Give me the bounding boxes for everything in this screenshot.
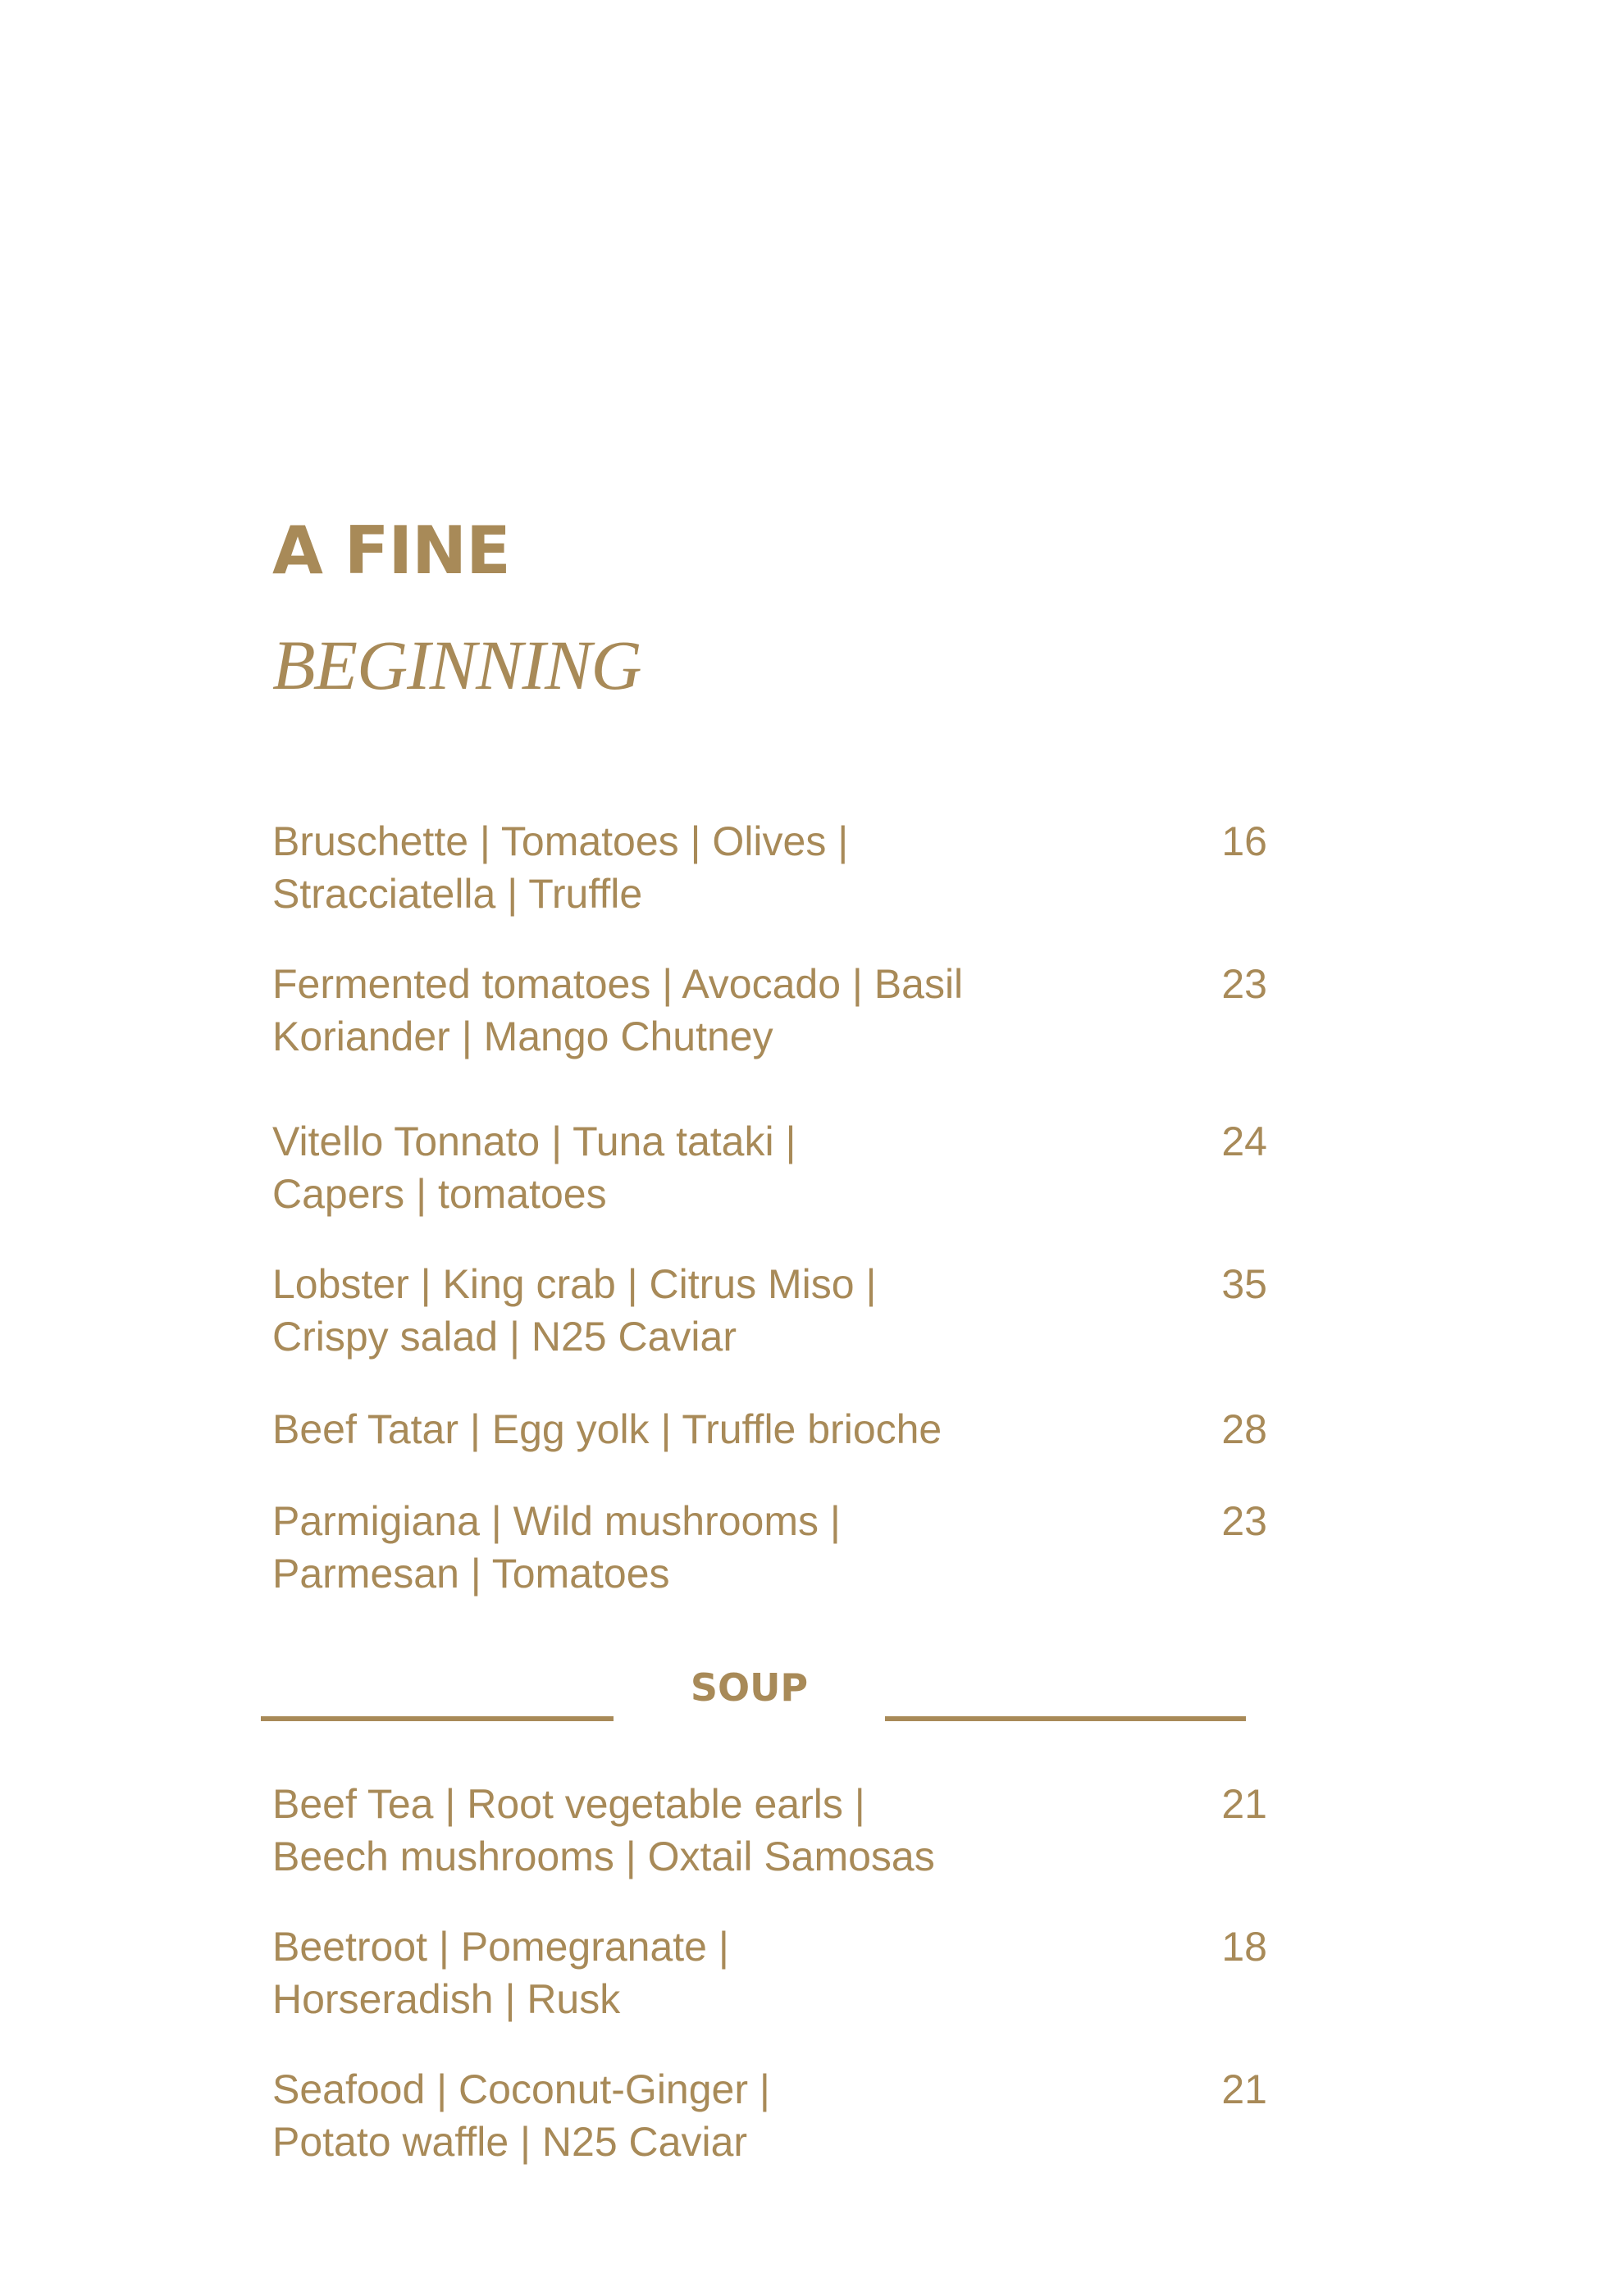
menu-item — [272, 1258, 1267, 1363]
section-divider-left — [261, 1716, 614, 1721]
menu-item-line: Beef Tatar | Egg yolk | Truffle brioche — [272, 1406, 942, 1452]
menu-item-price: 16 — [1221, 818, 1267, 864]
menu-item — [272, 1495, 1267, 1600]
menu-item-line: Stracciatella | Truffle — [272, 871, 643, 917]
menu-item-line: Potato waffle | N25 Caviar — [272, 2119, 748, 2165]
menu-item-price: 35 — [1221, 1261, 1267, 1307]
menu-item-description — [272, 1258, 1093, 1363]
menu-item-price: 23 — [1221, 1498, 1267, 1544]
menu-item — [272, 1115, 1267, 1220]
menu-item-line: Beetroot | Pomegranate | — [272, 1924, 729, 1970]
menu-item — [272, 1778, 1267, 1883]
menu-item-description — [272, 1920, 1093, 2025]
menu-title: A FINE — [272, 512, 510, 589]
menu-item-line: Crispy salad | N25 Caviar — [272, 1314, 737, 1360]
menu-item-price: 24 — [1221, 1118, 1267, 1164]
menu-item — [272, 815, 1267, 920]
menu-item — [272, 1403, 1267, 1456]
menu-item-line: Beef Tea | Root vegetable earls | — [272, 1781, 865, 1827]
menu-item-line: Lobster | King crab | Citrus Miso | — [272, 1261, 877, 1307]
menu-item-line: Parmigiana | Wild mushrooms | — [272, 1498, 841, 1544]
menu-item-line: Capers | tomatoes — [272, 1171, 607, 1217]
menu-item-description — [272, 1495, 1093, 1600]
menu-item-line: Koriander | Mango Chutney — [272, 1014, 773, 1059]
menu-item-description — [272, 1115, 1093, 1220]
menu-subtitle: BEGINNING — [272, 626, 641, 704]
menu-item-line: Parmesan | Tomatoes — [272, 1551, 670, 1597]
menu-item-price: 18 — [1221, 1924, 1267, 1970]
menu-item-line: Bruschette | Tomatoes | Olives | — [272, 818, 849, 864]
menu-item-line: Fermented tomatoes | Avocado | Basil — [272, 961, 964, 1007]
menu-item-description — [272, 815, 1093, 920]
menu-item-line: Beech mushrooms | Oxtail Samosas — [272, 1834, 935, 1879]
menu-item — [272, 1920, 1267, 2025]
menu-item-price: 28 — [1221, 1406, 1267, 1452]
menu-item-line: Vitello Tonnato | Tuna tataki | — [272, 1118, 796, 1164]
menu-item — [272, 2063, 1267, 2168]
menu-item-price: 21 — [1221, 2066, 1267, 2112]
menu-item-price: 21 — [1221, 1781, 1267, 1827]
menu-item-line: Horseradish | Rusk — [272, 1976, 621, 2022]
section-title-soup: SOUP — [690, 1665, 809, 1710]
section-divider-right — [885, 1716, 1246, 1721]
menu-item-description — [272, 1403, 1093, 1456]
menu-item-description — [272, 958, 1093, 1063]
menu-item-description — [272, 2063, 1093, 2168]
menu-item-line: Seafood | Coconut-Ginger | — [272, 2066, 770, 2112]
menu-item-description — [272, 1778, 1093, 1883]
menu-item — [272, 958, 1267, 1063]
menu-item-price: 23 — [1221, 961, 1267, 1007]
